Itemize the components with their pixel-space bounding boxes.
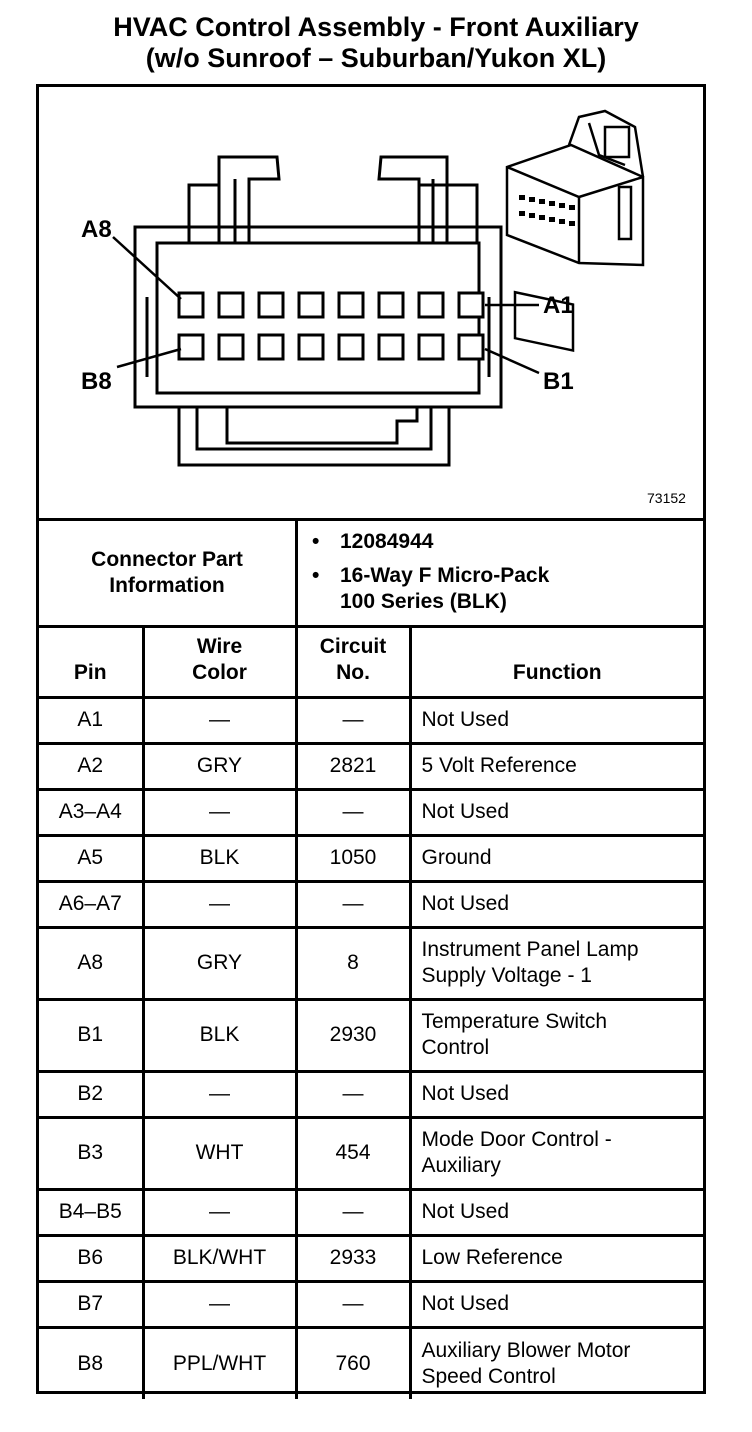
part-description-line1: 16-Way F Micro-Pack <box>340 564 550 587</box>
left-latch-base <box>189 185 219 242</box>
pin-cell: A5 <box>39 835 143 881</box>
table-row <box>39 1235 703 1281</box>
bottom-shroud <box>179 407 449 465</box>
row-b-cavities <box>179 335 483 359</box>
function-cell: Instrument Panel Lamp Supply Voltage - 1 <box>410 927 703 999</box>
function-cell: Not Used <box>410 881 703 927</box>
wire-color-cell: GRY <box>143 927 296 999</box>
function-cell: Auxiliary Blower Motor Speed Control <box>410 1327 703 1399</box>
wire-color-cell: BLK <box>143 999 296 1071</box>
circuit-cell: 454 <box>296 1117 410 1189</box>
part-number: 12084944 <box>340 530 434 553</box>
label-a8: A8 <box>81 216 112 243</box>
table-row <box>39 881 703 927</box>
connector-sheet <box>36 84 706 1394</box>
row-a-cavities <box>179 293 483 317</box>
table-row <box>39 1281 703 1327</box>
figure-number: 73152 <box>647 490 686 506</box>
left-latch <box>219 157 279 242</box>
part-info-label-line1: Connector Part <box>91 548 243 571</box>
table-row <box>39 743 703 789</box>
function-cell: Not Used <box>410 789 703 835</box>
table-row <box>39 835 703 881</box>
pin-cell: A3–A4 <box>39 789 143 835</box>
part-info-label-line2: Information <box>109 574 225 597</box>
circuit-cell: 2930 <box>296 999 410 1071</box>
wire-color-cell: WHT <box>143 1117 296 1189</box>
function-cell: Ground <box>410 835 703 881</box>
connector-part-information <box>39 521 703 628</box>
wire-color-cell: PPL/WHT <box>143 1327 296 1399</box>
function-cell: Temperature Switch Control <box>410 999 703 1071</box>
part-description-item <box>298 563 698 589</box>
leader-b1 <box>485 349 539 373</box>
circuit-cell: 8 <box>296 927 410 999</box>
function-cell: Not Used <box>410 1071 703 1117</box>
wire-color-cell: — <box>143 1071 296 1117</box>
function-cell: Mode Door Control - Auxiliary <box>410 1117 703 1189</box>
table-row <box>39 1189 703 1235</box>
circuit-cell: — <box>296 881 410 927</box>
circuit-cell: — <box>296 1189 410 1235</box>
table-row <box>39 1071 703 1117</box>
pin-cell: B6 <box>39 1235 143 1281</box>
function-cell: Not Used <box>410 697 703 743</box>
connector-diagram <box>39 87 703 521</box>
circuit-cell: 2933 <box>296 1235 410 1281</box>
part-info-label <box>39 521 298 625</box>
label-b8: B8 <box>81 368 112 395</box>
label-b1: B1 <box>543 368 574 395</box>
wire-color-cell: — <box>143 697 296 743</box>
wire-color-cell: — <box>143 789 296 835</box>
function-cell: Not Used <box>410 1281 703 1327</box>
table-row <box>39 927 703 999</box>
header-pin: Pin <box>39 625 143 697</box>
header-function: Function <box>410 625 703 697</box>
pin-cell: A6–A7 <box>39 881 143 927</box>
circuit-cell: — <box>296 1071 410 1117</box>
circuit-cell: 760 <box>296 1327 410 1399</box>
circuit-cell: 2821 <box>296 743 410 789</box>
page-subtitle: (w/o Sunroof – Suburban/Yukon XL) <box>145 43 607 73</box>
leader-b8 <box>117 349 181 367</box>
bullet-icon: • <box>312 530 320 553</box>
label-a1: A1 <box>543 292 574 319</box>
table-row <box>39 1327 703 1399</box>
wire-color-cell: BLK <box>143 835 296 881</box>
pin-cell: A2 <box>39 743 143 789</box>
circuit-cell: — <box>296 1281 410 1327</box>
circuit-cell: — <box>296 697 410 743</box>
wire-color-cell: BLK/WHT <box>143 1235 296 1281</box>
connector-3d-view <box>507 111 643 351</box>
wire-color-cell: — <box>143 1189 296 1235</box>
table-row <box>39 999 703 1071</box>
bullet-icon: • <box>312 564 320 587</box>
part-description-line2: 100 Series (BLK) <box>340 590 507 613</box>
pin-cell: A8 <box>39 927 143 999</box>
table-header-row <box>39 625 703 697</box>
part-number-item <box>298 529 698 555</box>
part-description-line2-row <box>298 589 698 615</box>
pin-cell: B3 <box>39 1117 143 1189</box>
right-latch <box>379 157 447 242</box>
function-cell: Low Reference <box>410 1235 703 1281</box>
header-wire-color: Wire Color <box>143 625 296 697</box>
table-row <box>39 1117 703 1189</box>
pin-cell: B8 <box>39 1327 143 1399</box>
leader-a8 <box>113 237 181 299</box>
table-row <box>39 697 703 743</box>
page-title: HVAC Control Assembly - Front Auxiliary <box>113 12 639 42</box>
wire-color-cell: GRY <box>143 743 296 789</box>
pin-cell: B2 <box>39 1071 143 1117</box>
header-circuit-no: Circuit No. <box>296 625 410 697</box>
circuit-cell: 1050 <box>296 835 410 881</box>
wire-color-cell: — <box>143 881 296 927</box>
connector-face-illustration <box>39 87 703 518</box>
function-cell: Not Used <box>410 1189 703 1235</box>
pin-cell: B7 <box>39 1281 143 1327</box>
part-info-values <box>298 529 698 615</box>
pinout-table <box>39 625 703 1399</box>
circuit-cell: — <box>296 789 410 835</box>
function-cell: 5 Volt Reference <box>410 743 703 789</box>
table-row <box>39 789 703 835</box>
wire-color-cell: — <box>143 1281 296 1327</box>
pin-cell: B1 <box>39 999 143 1071</box>
pin-cell: A1 <box>39 697 143 743</box>
pin-cell: B4–B5 <box>39 1189 143 1235</box>
